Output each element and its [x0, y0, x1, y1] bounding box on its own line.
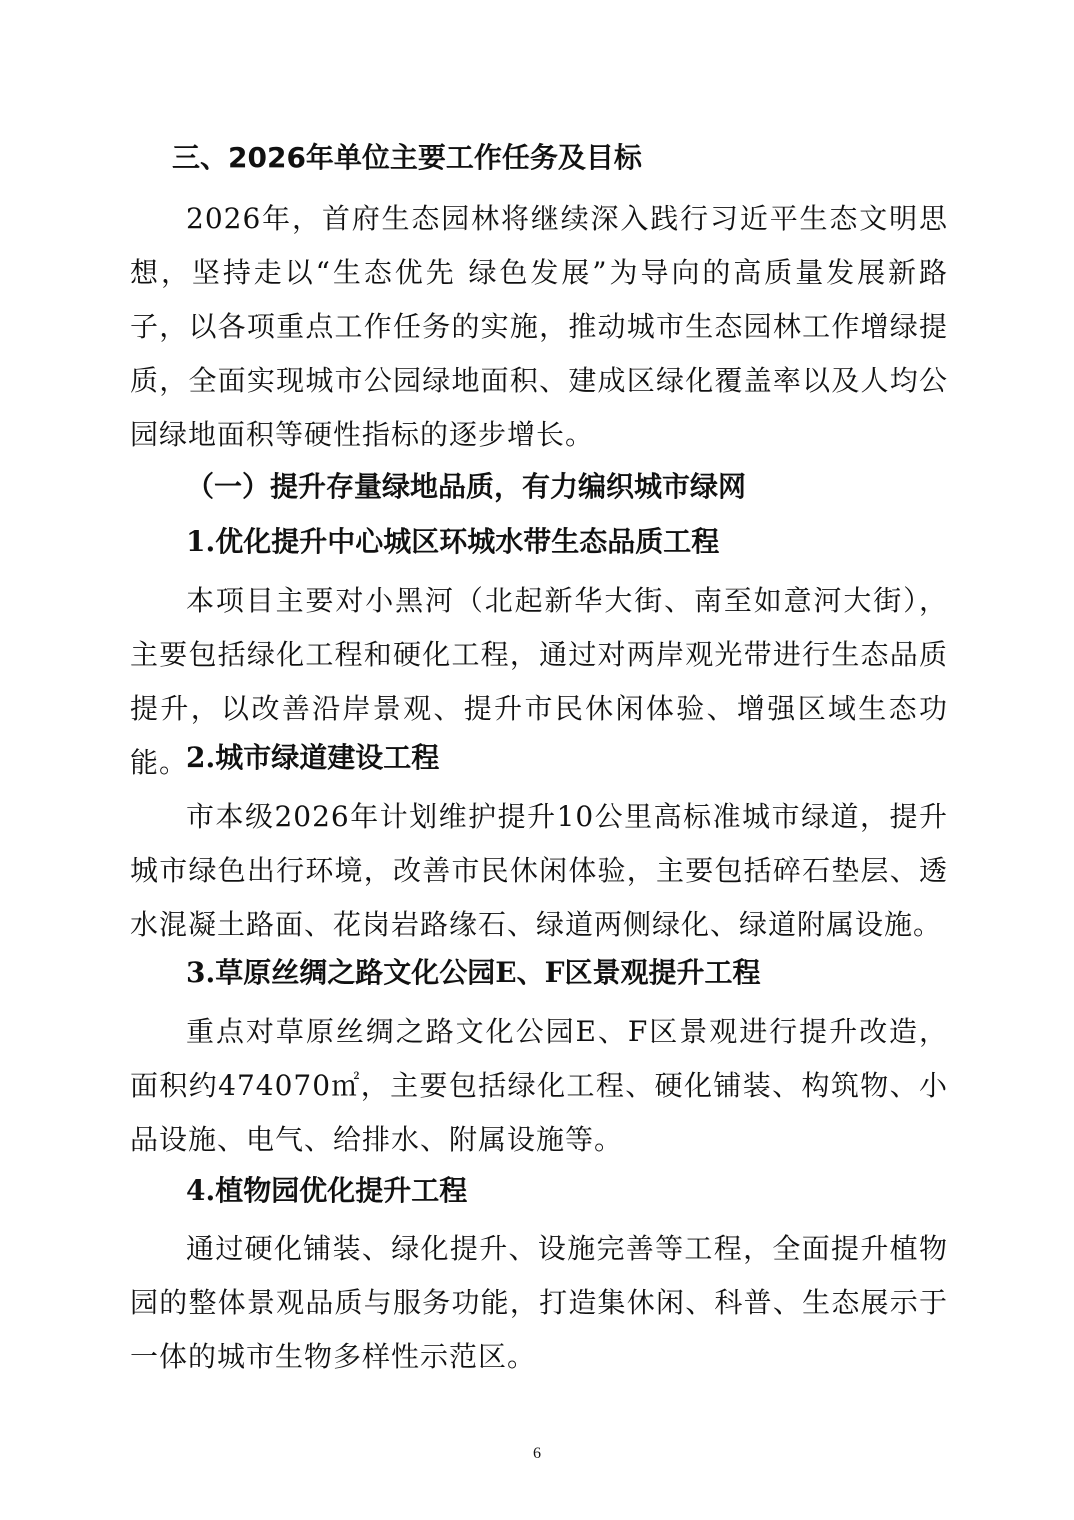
page-number: 6 [533, 1445, 541, 1462]
intro-paragraph: 2026年，首府生态园林将继续深入践行习近平生态文明思想，坚持走以“生态优先 绿色发展”为导向的高质量发展新路子，以各项重点工作任务的实施，推动城市生态园林工作增绿提质，全面实现城市公园绿地面积、建成区绿化覆盖率以及人均公园绿地面积等硬性指标的逐步增长。 [130, 202, 948, 451]
item-body: 市本级2026年计划维护提升10公里高标准城市绿道，提升城市绿色出行环境，改善市民休闲体验，主要包括碎石垫层、透水混凝土路面、花岗岩路缘石、绿道两侧绿化、绿道附属设施。 [130, 800, 948, 941]
item-body: 通过硬化铺装、绿化提升、设施完善等工程，全面提升植物园的整体景观品质与服务功能，打造集休闲、科普、生态展示于一体的城市生物多样性示范区。 [130, 1232, 948, 1373]
item-heading: 4.植物园优化提升工程 [186, 1174, 468, 1207]
section-heading: 三、2026年单位主要工作任务及目标 [172, 141, 642, 174]
item-heading: 2.城市绿道建设工程 [186, 741, 440, 774]
subsection-heading: （一）提升存量绿地品质，有力编织城市绿网 [186, 470, 747, 503]
item-heading: 3.草原丝绸之路文化公园E、F区景观提升工程 [186, 956, 761, 989]
item-body: 重点对草原丝绸之路文化公园E、F区景观进行提升改造，面积约474070㎡，主要包括绿化工程、硬化铺装、构筑物、小品设施、电气、给排水、附属设施等。 [130, 1015, 948, 1156]
item-body: 本项目主要对小黑河（北起新华大街、南至如意河大街），主要包括绿化工程和硬化工程，通过对两岸观光带进行生态品质提升，以改善沿岸景观、提升市民休闲体验、增强区域生态功能。 [130, 584, 948, 779]
item-heading: 1.优化提升中心城区环城水带生态品质工程 [186, 525, 720, 558]
